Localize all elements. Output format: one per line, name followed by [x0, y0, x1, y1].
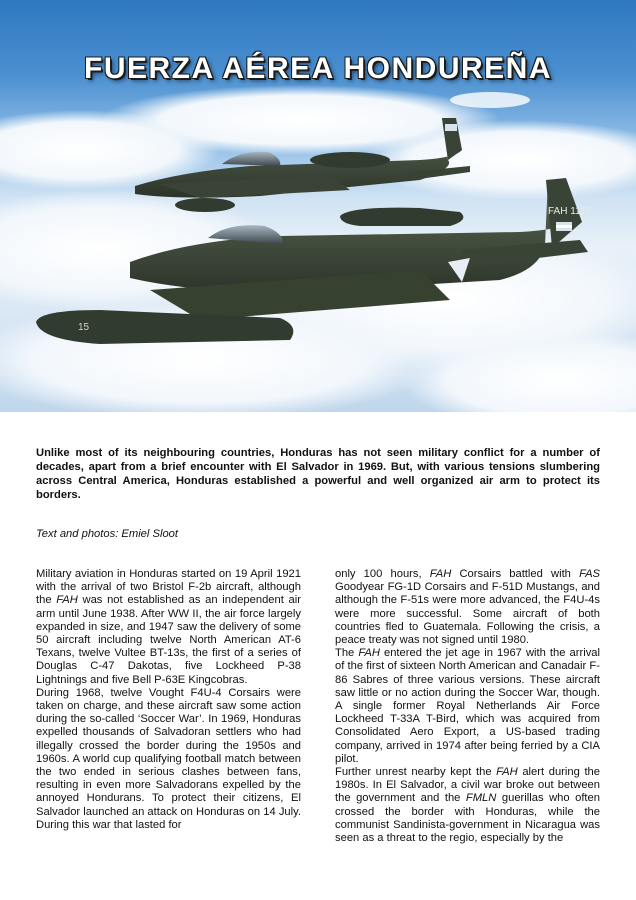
lead-paragraph: Unlike most of its neighbouring countries, Honduras has not seen military conflict for a number of decades, apart from a brief encounter with El Salvador in 1969. But, with various tensions slumbering across Central America, Honduras established a powerful and well organized air arm to protect its borders. [36, 447, 600, 501]
body-paragraph: only 100 hours, FAH Corsairs battled with FAS Goodyear FG-1D Corsairs and F-51D Mustangs, and although the F-51s were more advanced, the F4U-4s were more successful. Some aircraft of both countries fled to Guatemala. Following the crisis, a peace treaty was not signed until 1980. [335, 568, 600, 647]
italic-term: FMLN [465, 792, 497, 805]
body-paragraph: Further unrest nearby kept the FAH alert during the 1980s. In El Salvador, a civil war broke out between the government and the FMLN guerillas who often crossed the border with Honduras, while the communist Sandinista-government in Nicaragua was seen as a threat to the regio, especially by the [335, 766, 600, 845]
italic-term: FAH [429, 568, 452, 580]
hero-photo [0, 0, 636, 412]
tail-code: FAH 1115 [548, 206, 591, 217]
italic-term: FAS [579, 568, 600, 580]
body-column-right [335, 568, 600, 845]
body-paragraph: The FAH entered the jet age in 1967 with the arrival of the first of sixteen North American and Canadair F-86 Sabres of three various versions. These aircraft saw little or no action during the Soccer War, though. A single former Royal Netherlands Air Force Lockheed T-33A T-Bird, which was acquired from Consolidated Aero Export, a US-based trading company, arrived in 1974 after being ferried by a CIA pilot. [335, 647, 600, 765]
page-title: FUERZA AÉREA HONDUREÑA [84, 52, 552, 85]
italic-term: FAH [358, 647, 380, 660]
body-paragraph: During 1968, twelve Vought F4U-4 Corsairs were taken on charge, and these aircraft saw some action during the so-called ‘Soccer War’. In 1969, Honduras expelled thousands of Salvadoran settlers who had illegally crossed the border during the 1950s and 1960s. A world cup qualifying football match between the two ended in serious clashes between fans, resulting in even more Salvadorans expelled by the annoyed Hondurans. To protect their citizens, El Salvador launched an attack on Honduras on 14 July. During this war that lasted for [36, 686, 301, 831]
italic-term: FAH [56, 594, 78, 607]
photo-credit: Text and photos: Emiel Sloot [36, 528, 179, 540]
italic-term: FAH [496, 766, 518, 779]
body-column-left [36, 568, 301, 832]
drop-tank-code: 15 [78, 322, 90, 333]
body-paragraph: Military aviation in Honduras started on 19 April 1921 with the arrival of two Bristol F-2b aircraft, although the FAH was not established as an independent air arm until June 1938. After WW II, the air force largely expanded in size, and 1947 saw the delivery of some 50 aircraft including twelve North American AT-6 Texans, twelve Vultee BT-13s, the first of a series of Douglas C-47 Dakotas, five Lockheed P-38 Lightnings and five Bell P-63E Kingcobras. [36, 568, 301, 686]
